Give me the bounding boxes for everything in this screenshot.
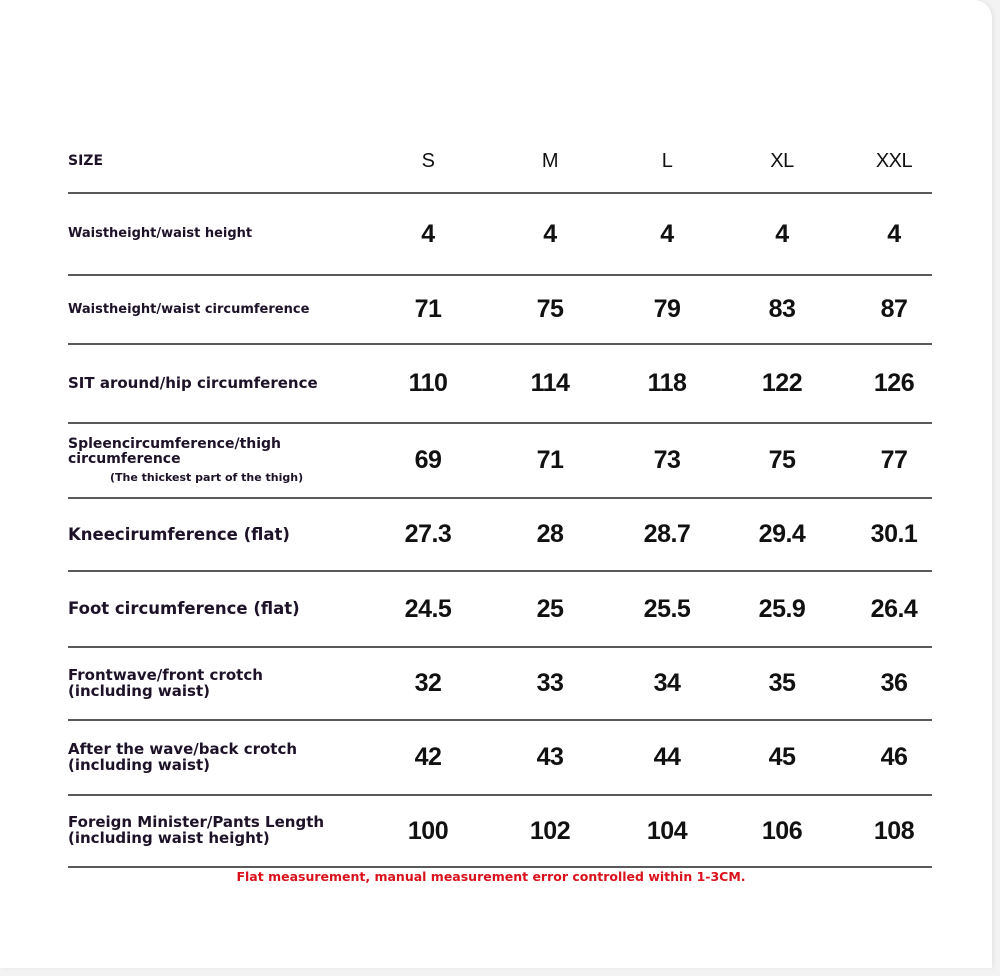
value-cell-m: 33 bbox=[536, 669, 564, 697]
row-sublabel: (The thickest part of the thigh) bbox=[110, 471, 304, 485]
value-cell-s: 69 bbox=[414, 446, 442, 474]
value-cell-m: 43 bbox=[536, 743, 564, 771]
value-cell-xxl: 36 bbox=[880, 669, 908, 697]
value-cell-l: 4 bbox=[660, 219, 674, 248]
value-cell-xxl: 87 bbox=[880, 295, 908, 323]
table-row bbox=[68, 194, 932, 276]
size-chart-table bbox=[68, 130, 932, 868]
value-cell-s: 32 bbox=[414, 669, 442, 697]
size-header-xl: XL bbox=[770, 149, 794, 172]
value-cell-s: 4 bbox=[421, 219, 435, 248]
row-label-text: Foreign Minister/Pants Length (including waist height) bbox=[68, 813, 325, 847]
size-header-m: M bbox=[541, 149, 559, 172]
value-cell-xl: 75 bbox=[768, 446, 796, 474]
value-cell-l: 104 bbox=[646, 816, 688, 845]
value-cell-s: 27.3 bbox=[404, 520, 452, 548]
value-cell-l: 73 bbox=[653, 446, 681, 474]
size-header-label: SIZE bbox=[68, 152, 104, 169]
value-cell-xl: 106 bbox=[761, 816, 803, 845]
table-row bbox=[68, 276, 932, 345]
value-cell-m: 114 bbox=[530, 369, 570, 397]
value-cell-l: 25.5 bbox=[643, 594, 691, 623]
table-row bbox=[68, 572, 932, 648]
row-label-text: Foot circumference (flat) bbox=[68, 599, 300, 619]
measurement-note: Flat measurement, manual measurement error controlled within 1-3CM. bbox=[236, 869, 746, 884]
value-cell-xxl: 30.1 bbox=[870, 520, 918, 548]
value-cell-xxl: 46 bbox=[880, 743, 908, 771]
value-cell-xl: 45 bbox=[768, 743, 796, 771]
table-row bbox=[68, 796, 932, 868]
row-label bbox=[68, 303, 388, 317]
value-cell-xxl: 4 bbox=[887, 219, 901, 248]
row-label bbox=[68, 739, 348, 774]
row-label-text: SIT around/hip circumference bbox=[68, 373, 318, 392]
row-label bbox=[68, 373, 388, 392]
value-cell-xxl: 77 bbox=[880, 446, 908, 474]
value-cell-l: 44 bbox=[653, 743, 681, 771]
value-cell-l: 79 bbox=[653, 295, 681, 323]
value-cell-m: 75 bbox=[536, 295, 564, 323]
size-header-xxl: XXL bbox=[875, 149, 913, 172]
value-cell-xxl: 26.4 bbox=[870, 594, 918, 623]
table-row bbox=[68, 499, 932, 572]
value-cell-xl: 83 bbox=[768, 295, 796, 323]
value-cell-m: 102 bbox=[529, 816, 571, 845]
row-label bbox=[68, 815, 348, 847]
value-cell-m: 25 bbox=[536, 594, 564, 623]
value-cell-s: 100 bbox=[407, 816, 449, 845]
table-row bbox=[68, 721, 932, 796]
row-label bbox=[68, 437, 388, 484]
value-cell-l: 34 bbox=[653, 669, 681, 697]
row-label-text: Frontwave/front crotch (including waist) bbox=[68, 665, 263, 700]
value-cell-xl: 35 bbox=[768, 669, 796, 697]
size-header-l: L bbox=[661, 149, 673, 172]
value-cell-m: 28 bbox=[536, 520, 564, 548]
value-cell-xl: 29.4 bbox=[758, 520, 806, 548]
value-cell-s: 24.5 bbox=[404, 594, 452, 623]
row-label-text: Spleencircumference/thigh circumference bbox=[68, 436, 282, 467]
value-cell-m: 71 bbox=[536, 446, 564, 474]
value-cell-xxl: 126 bbox=[873, 369, 915, 397]
value-cell-s: 110 bbox=[408, 369, 448, 397]
size-header-s: S bbox=[421, 149, 435, 172]
row-label bbox=[68, 526, 388, 543]
table-row bbox=[68, 345, 932, 424]
table-row bbox=[68, 424, 932, 499]
row-label-text: After the wave/back crotch (including waist) bbox=[68, 739, 298, 774]
row-label bbox=[68, 665, 348, 700]
row-label-text: Waistheight/waist circumference bbox=[68, 301, 310, 317]
value-cell-xl: 25.9 bbox=[758, 594, 806, 623]
value-cell-s: 42 bbox=[414, 743, 442, 771]
value-cell-m: 4 bbox=[543, 219, 557, 248]
table-row bbox=[68, 648, 932, 721]
size-header-row bbox=[68, 130, 932, 194]
value-cell-xl: 4 bbox=[775, 219, 789, 248]
value-cell-l: 28.7 bbox=[643, 520, 691, 548]
value-cell-s: 71 bbox=[414, 295, 442, 323]
row-label bbox=[68, 227, 388, 241]
value-cell-xxl: 108 bbox=[873, 816, 915, 845]
value-cell-xl: 122 bbox=[761, 369, 803, 397]
row-label-text: Waistheight/waist height bbox=[68, 226, 253, 242]
value-cell-l: 118 bbox=[647, 369, 687, 397]
row-label bbox=[68, 600, 388, 617]
row-label-text: Kneecirumference (flat) bbox=[68, 524, 290, 544]
